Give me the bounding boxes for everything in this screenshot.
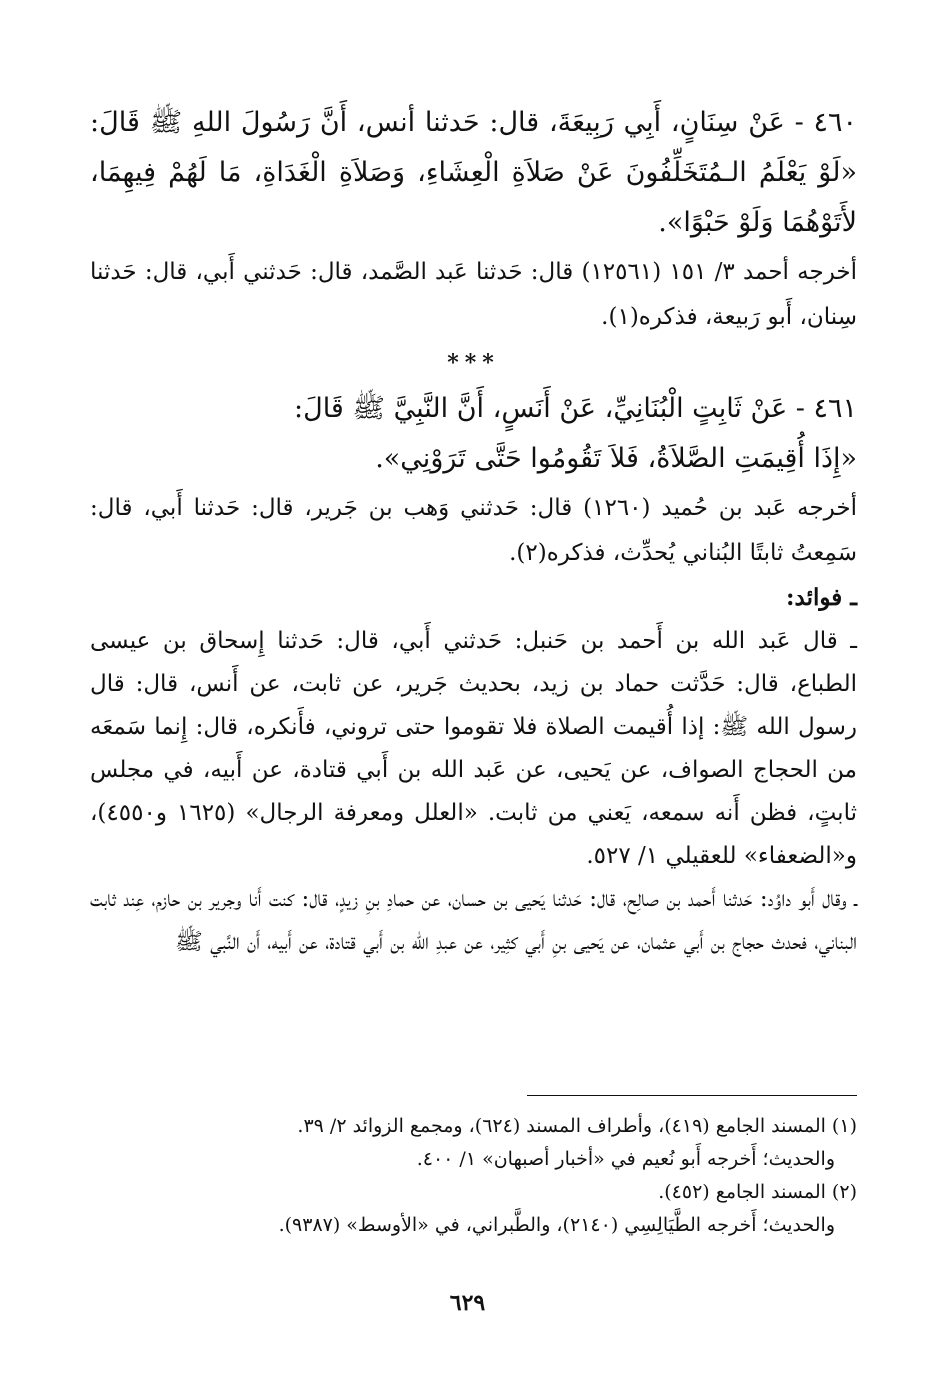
footnotes: [90, 1110, 857, 1242]
section-separator: ***: [447, 350, 500, 376]
fawaid-paragraph-2: ـ وقال أَبو داوُد: حَدثنا أَحمد بن صالِح، قال: حَدثنا يَحيى بن حسان، عن حمادِ بنِ زيدٍ، قال: كنت أَنا وجرير بن حازم، عِند ثابت البناني، فحدث حجاج بن أَبي عثمان، عن يَحيى بنِ أَبي كثِير، عن عبدِ الله بن أَبي قتادة، عن أَبيه، أَن النَّبي ﷺ: [90, 886, 857, 955]
footnote-1-continuation: والحديث؛ أَخرجه أَبو نُعيم في «أخبار أصبهان» ١/ ٤٠٠.: [416, 1148, 835, 1170]
hadith-461-line1: ٤٦١ - عَنْ ثَابِتٍ الْبُنَانِيِّ، عَنْ أَنَسٍ، أَنَّ النَّبِيَّ ﷺ قَالَ:: [293, 393, 857, 424]
hadith-460-text: ٤٦٠ - عَنْ سِنَانٍ، أَبِي رَبِيعَةَ، قال: حَدثنا أنس، أَنَّ رَسُولَ اللهِ ﷺ قَالَ: «لَوْ يَعْلَمُ الـمُتَخَلِّفُونَ عَنْ صَلاَةِ الْعِشَاءِ، وَصَلاَةِ الْغَدَاةِ، مَا لَهُمْ فِيهِمَا، لأَتَوْهُمَا وَلَوْ حَبْوًا».: [90, 107, 857, 238]
hadith-460-takhrij: أخرجه أحمد ٣/ ١٥١ (١٢٥٦١) قال: حَدثنا عَبد الصَّمد، قال: حَدثني أَبي، قال: حَدثنا سِنان، أَبو رَبيعة، فذكره(١).: [90, 259, 857, 330]
fawaid-heading: ـ فوائد:: [786, 584, 857, 611]
footnote-1: (١) المسند الجامع (٤١٩)، وأطراف المسند (٦٢٤)، ومجمع الزوائد ٢/ ٣٩.: [297, 1115, 857, 1137]
hadith-461-line2: «إِذَا أُقِيمَتِ الصَّلاَةُ، فَلاَ تَقُومُوا حَتَّى تَرَوْنِي».: [375, 443, 857, 474]
page-body: [90, 98, 857, 964]
hadith-461-takhrij: أخرجه عَبد بن حُميد (١٢٦٠) قال: حَدثني وَهب بن جَرير، قال: حَدثنا أَبي، قال: سَمِعتُ ثابتًا البُناني يُحدِّث، فذكره(٢).: [90, 495, 857, 566]
footnote-2: (٢) المسند الجامع (٤٥٢).: [658, 1181, 857, 1203]
footnote-2-continuation: والحديث؛ أَخرجه الطَّيَالِسِي (٢١٤٠)، والطَّبراني، في «الأوسط» (٩٣٨٧).: [278, 1214, 835, 1236]
footnote-divider: [527, 1095, 857, 1096]
page-number: ٦٢٩: [449, 1290, 486, 1316]
fawaid-paragraph-1: ـ قال عَبد الله بن أَحمد بن حَنبل: حَدثني أَبي، قال: حَدثنا إِسحاق بن عيسى الطباع، قال: حَدَّثت حماد بن زيد، بحديث جَرير، عن ثابت، عن أَنس، قال: قال رسول الله ﷺ: إذا أُقيمت الصلاة فلا تقوموا حتى تروني، فأَنكره، قال: إِنما سَمعَه من الحجاج الصواف، عن يَحيى، عن عَبد الله بن أَبي قتادة، عن أَبيه، في مجلس ثابتٍ، فظن أَنه سمعه، يَعني من ثابت. «العلل ومعرفة الرجال» (١٦٢٥ و٤٥٥٠)، و«الضعفاء» للعقيلي ١/ ٥٢٧.: [90, 628, 857, 869]
